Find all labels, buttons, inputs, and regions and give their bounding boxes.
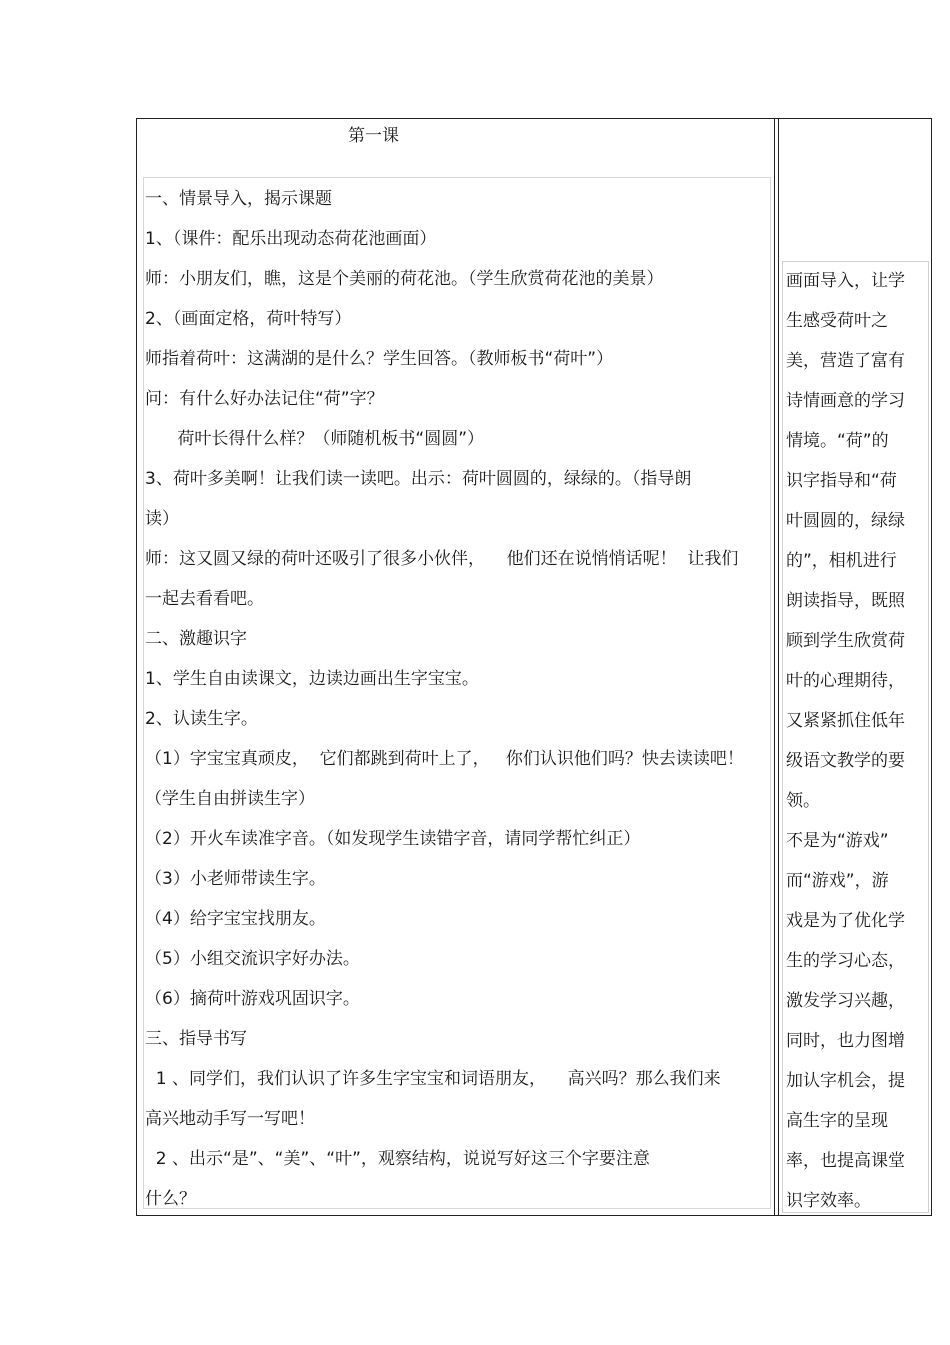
note-line: 识字效率。 xyxy=(786,1191,871,1211)
content-line: 1、（课件：配乐出现动态荷花池画面） xyxy=(145,229,437,249)
note-line: 美，营造了富有 xyxy=(786,351,905,371)
note-line: 生感受荷叶之 xyxy=(786,311,888,331)
main-content xyxy=(145,179,767,1219)
content-line: 问：有什么好办法记住“荷”字？ xyxy=(145,389,384,409)
note-line: 情境。“荷”的 xyxy=(786,431,889,451)
content-line: 1、学生自由读课文，边读边画出生字宝宝。 xyxy=(145,669,479,689)
lesson-title: 第一课 xyxy=(348,126,399,146)
note-line: 级语文教学的要 xyxy=(786,751,905,771)
content-line: （5）小组交流识字好办法。 xyxy=(145,949,360,969)
note-line: 生的学习心态， xyxy=(786,951,905,971)
content-line: 1 、同学们，我们认识了许多生字宝宝和词语朋友， 高兴吗？那么我们来 xyxy=(145,1069,721,1089)
content-line: （1）字宝宝真顽皮， 它们都跳到荷叶上了， 你们认识他们吗？快去读读吧！ xyxy=(145,749,744,769)
note-line: 叶圆圆的，绿绿 xyxy=(786,511,905,531)
note-line: 又紧紧抓住低年 xyxy=(786,711,905,731)
content-line: 2、认读生字。 xyxy=(145,709,258,729)
content-line: （3）小老师带读生字。 xyxy=(145,869,326,889)
content-line: 什么？ xyxy=(145,1189,196,1209)
content-line: 师：这又圆又绿的荷叶还吸引了很多小伙伴， 他们还在说悄悄话呢！ 让我们 xyxy=(145,549,739,569)
content-line: 2 、出示“是”、“美”、“叶”，观察结构，说说写好这三个字要注意 xyxy=(145,1149,650,1169)
column-divider xyxy=(774,119,775,1215)
content-line: 荷叶长得什么样？（师随机板书“圆圆”） xyxy=(145,429,485,449)
content-line: 师：小朋友们，瞧，这是个美丽的荷花池。（学生欣赏荷花池的美景） xyxy=(145,269,664,289)
content-line: （6）摘荷叶游戏巩固识字。 xyxy=(145,989,360,1009)
note-line: 画面导入，让学 xyxy=(786,271,905,291)
lesson-table xyxy=(136,118,932,1216)
content-line: 2、（画面定格，荷叶特写） xyxy=(145,309,352,329)
content-line: 三、指导书写 xyxy=(145,1029,247,1049)
note-line: 激发学习兴趣， xyxy=(786,991,905,1011)
lesson-title-cell xyxy=(137,125,774,147)
content-line: 3、荷叶多美啊！让我们读一读吧。出示：荷叶圆圆的，绿绿的。（指导朗 xyxy=(145,469,692,489)
note-line: 高生字的呈现 xyxy=(786,1111,888,1131)
note-line: 诗情画意的学习 xyxy=(786,391,905,411)
note-line: 领。 xyxy=(786,791,820,811)
content-line: 一、情景导入，揭示课题 xyxy=(145,189,332,209)
note-line: 的”，相机进行 xyxy=(786,551,897,571)
content-line: （2）开火车读准字音。（如发现学生读错字音，请同学帮忙纠正） xyxy=(145,829,641,849)
content-line: 二、激趣识字 xyxy=(145,629,247,649)
content-line: （学生自由拼读生字） xyxy=(145,789,315,809)
note-line: 而“游戏”，游 xyxy=(786,871,889,891)
note-line: 不是为“游戏” xyxy=(786,831,889,851)
note-line: 叶的心理期待， xyxy=(786,671,905,691)
column-divider xyxy=(778,119,779,1215)
content-line: 一起去看看吧。 xyxy=(145,589,264,609)
teaching-note xyxy=(786,261,928,1221)
note-line: 识字指导和“荷 xyxy=(786,471,897,491)
content-line: （4）给字宝宝找朋友。 xyxy=(145,909,326,929)
note-line: 同时，也力图增 xyxy=(786,1031,905,1051)
note-line: 戏是为了优化学 xyxy=(786,911,905,931)
note-line: 朗读指导，既照 xyxy=(786,591,905,611)
note-line: 率，也提高课堂 xyxy=(786,1151,905,1171)
content-line: 师指着荷叶：这满湖的是什么？学生回答。（教师板书“荷叶”） xyxy=(145,349,614,369)
note-line: 加认字机会，提 xyxy=(786,1071,905,1091)
content-line: 高兴地动手写一写吧！ xyxy=(145,1109,315,1129)
note-line: 顾到学生欣赏荷 xyxy=(786,631,905,651)
content-line: 读） xyxy=(145,509,179,529)
